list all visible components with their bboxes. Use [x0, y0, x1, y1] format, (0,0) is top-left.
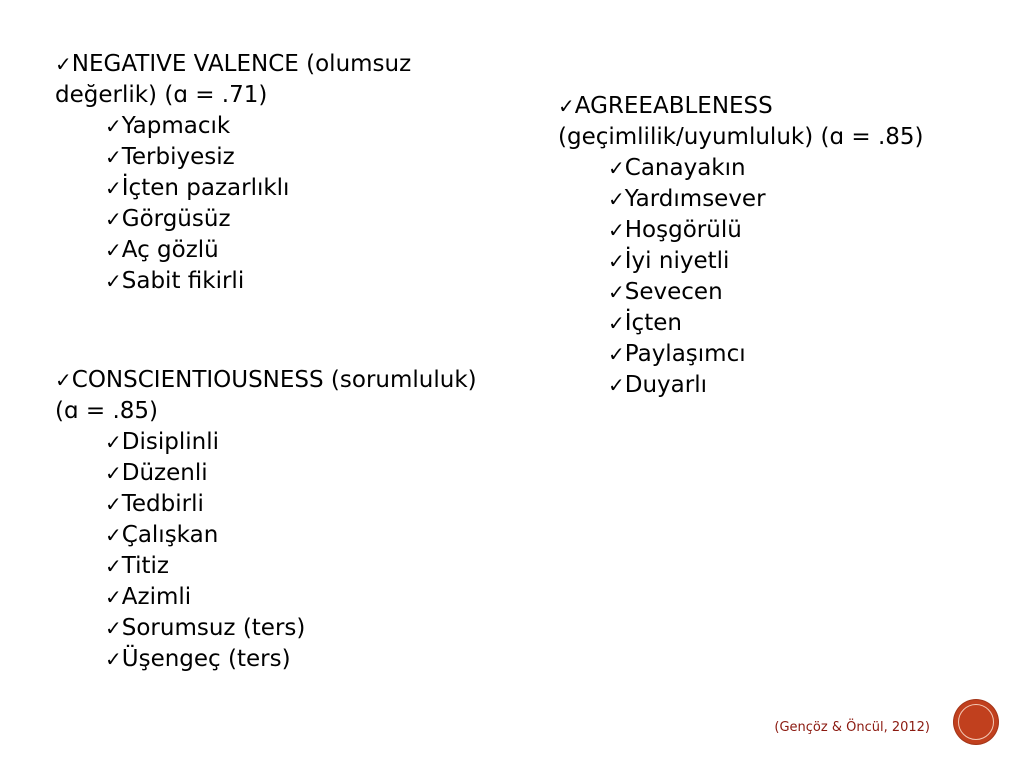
heading-line-2: (ɑ = .85)	[55, 398, 159, 424]
checkmark-icon: ✓	[105, 554, 122, 578]
checkmark-icon: ✓	[608, 373, 625, 397]
list-item	[55, 489, 477, 520]
list-item	[55, 613, 477, 644]
section-negative-valence	[55, 49, 411, 297]
list-item	[558, 246, 924, 277]
checkmark-icon: ✓	[105, 585, 122, 609]
checkmark-icon: ✓	[105, 461, 122, 485]
list-item	[55, 644, 477, 675]
section-agreeableness	[558, 91, 924, 401]
item-list	[55, 111, 411, 297]
checkmark-icon: ✓	[105, 492, 122, 516]
checkmark-icon: ✓	[105, 647, 122, 671]
list-item	[558, 215, 924, 246]
list-item	[558, 308, 924, 339]
checkmark-icon: ✓	[608, 218, 625, 242]
checkmark-icon: ✓	[608, 187, 625, 211]
item-list	[558, 153, 924, 401]
item-label: Azimli	[121, 584, 192, 610]
checkmark-icon: ✓	[558, 94, 575, 118]
item-label: Sabit fikirli	[121, 268, 245, 294]
list-item	[558, 153, 924, 184]
list-item	[55, 204, 411, 235]
item-label: Canayakın	[624, 155, 746, 181]
item-label: Çalışkan	[121, 522, 219, 548]
item-label: Sorumsuz (ters)	[121, 615, 306, 641]
heading-line-1: AGREEABLENESS	[574, 93, 773, 119]
item-label: Yardımsever	[624, 186, 766, 212]
checkmark-icon: ✓	[105, 176, 122, 200]
checkmark-icon: ✓	[105, 430, 122, 454]
checkmark-icon: ✓	[55, 368, 72, 392]
item-label: Duyarlı	[624, 372, 707, 398]
checkmark-icon: ✓	[105, 616, 122, 640]
item-label: Yapmacık	[121, 113, 231, 139]
item-label: Disiplinli	[121, 429, 219, 455]
checkmark-icon: ✓	[608, 342, 625, 366]
list-item	[55, 235, 411, 266]
item-label: Sevecen	[624, 279, 723, 305]
item-label: Düzenli	[121, 460, 208, 486]
section-heading	[55, 49, 411, 80]
item-label: Titiz	[121, 553, 169, 579]
list-item	[55, 111, 411, 142]
checkmark-icon: ✓	[608, 280, 625, 304]
list-item	[558, 277, 924, 308]
heading-line-2: değerlik) (ɑ = .71)	[55, 82, 268, 108]
item-label: Üşengeç (ters)	[121, 646, 291, 672]
citation: (Gençöz & Öncül, 2012)	[774, 720, 930, 735]
list-item	[55, 266, 411, 297]
item-list	[55, 427, 477, 675]
list-item	[558, 184, 924, 215]
item-label: Tedbirli	[121, 491, 204, 517]
checkmark-icon: ✓	[105, 238, 122, 262]
list-item	[558, 339, 924, 370]
list-item	[55, 427, 477, 458]
checkmark-icon: ✓	[608, 156, 625, 180]
heading-line-1: NEGATIVE VALENCE (olumsuz	[71, 51, 412, 77]
item-label: İyi niyetli	[624, 248, 730, 274]
checkmark-icon: ✓	[608, 249, 625, 273]
checkmark-icon: ✓	[105, 114, 122, 138]
item-label: Hoşgörülü	[624, 217, 742, 243]
checkmark-icon: ✓	[105, 145, 122, 169]
section-heading	[55, 365, 477, 396]
heading-line-2: (geçimlilik/uyumluluk) (ɑ = .85)	[558, 124, 924, 150]
list-item	[558, 370, 924, 401]
checkmark-icon: ✓	[105, 207, 122, 231]
checkmark-icon: ✓	[105, 269, 122, 293]
checkmark-icon: ✓	[608, 311, 625, 335]
checkmark-icon: ✓	[105, 523, 122, 547]
item-label: İçten pazarlıklı	[121, 175, 290, 201]
list-item	[55, 551, 477, 582]
item-label: İçten	[624, 310, 682, 336]
heading-line-1: CONSCIENTIOUSNESS (sorumluluk)	[71, 367, 477, 393]
item-label: Paylaşımcı	[624, 341, 746, 367]
list-item	[55, 458, 477, 489]
list-item	[55, 582, 477, 613]
list-item	[55, 142, 411, 173]
slide-badge-circle	[954, 700, 998, 744]
list-item	[55, 173, 411, 204]
checkmark-icon: ✓	[55, 52, 72, 76]
item-label: Görgüsüz	[121, 206, 231, 232]
list-item	[55, 520, 477, 551]
item-label: Aç gözlü	[121, 237, 219, 263]
section-heading	[558, 91, 924, 122]
section-conscientiousness	[55, 365, 477, 675]
item-label: Terbiyesiz	[121, 144, 235, 170]
